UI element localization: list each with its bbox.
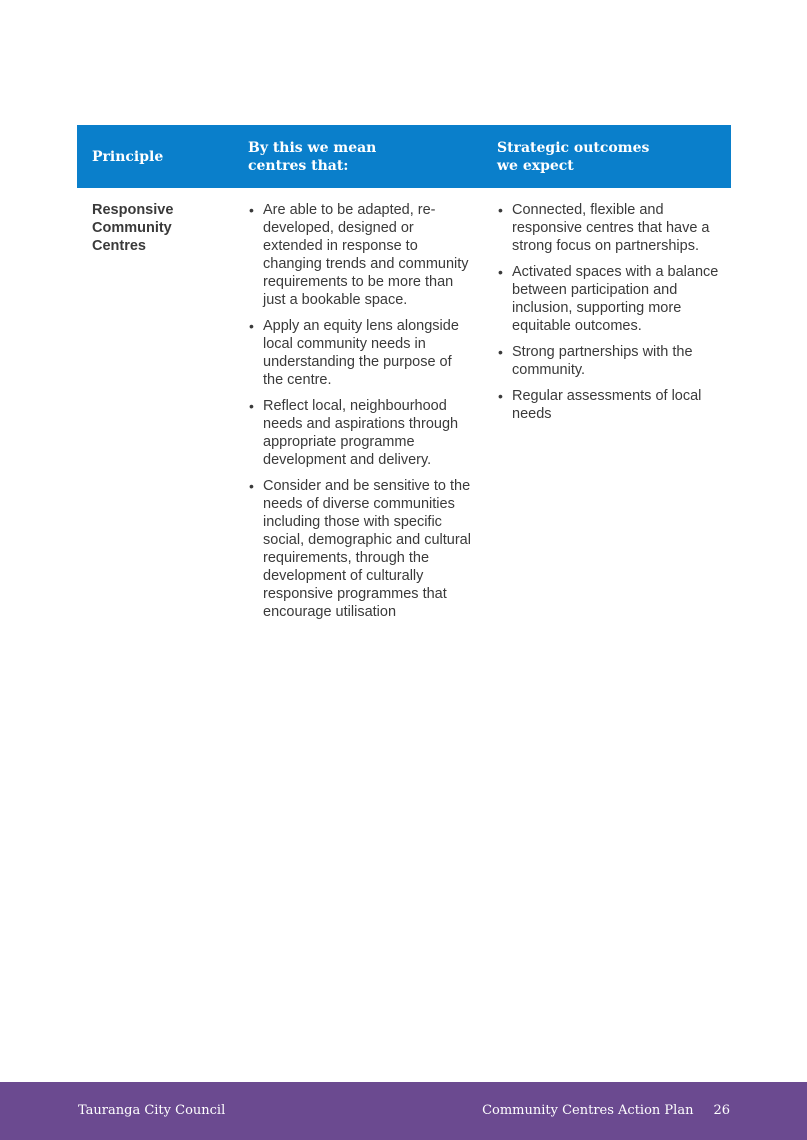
header-principle: Principle <box>92 148 164 165</box>
bullet-icon: • <box>249 318 254 334</box>
footer-right <box>482 1103 730 1118</box>
bullet-icon: • <box>498 388 503 404</box>
list-item: • Consider and be sensitive to the needs of diverse communities including those with specific social, demographic and cultural requirements, through the development of culturally responsive programmes that encourage utilisation <box>249 478 471 620</box>
list-item: • Connected, flexible and responsive centres that have a strong focus on partnerships. <box>498 202 710 254</box>
outcomes-list <box>497 201 727 431</box>
bullet-icon: • <box>249 478 254 494</box>
footer-org: Tauranga City Council <box>78 1103 226 1118</box>
principles-table <box>77 125 731 620</box>
list-item: • Regular assessments of local needs <box>498 388 702 422</box>
principle-cell: Responsive Community Centres <box>92 202 174 254</box>
list-item: • Reflect local, neighbourhood needs and aspirations through appropriate programme development and delivery. <box>249 398 459 468</box>
list-item: • Strong partnerships with the community. <box>498 344 693 378</box>
page-number: 26 <box>713 1103 730 1118</box>
bullet-icon: • <box>249 202 254 218</box>
bullet-icon: • <box>498 344 503 360</box>
meaning-list <box>248 201 473 629</box>
bullet-icon: • <box>498 264 503 280</box>
list-item: • Activated spaces with a balance between participation and inclusion, supporting more equitable outcomes. <box>498 264 719 334</box>
page-footer <box>0 1082 807 1140</box>
list-item: • Are able to be adapted, re-developed, designed or extended in response to changing trends and community requirements to be more than just a bookable space. <box>249 202 469 308</box>
bullet-icon: • <box>249 398 254 414</box>
footer-doc-title: Community Centres Action Plan <box>482 1103 694 1118</box>
list-item: • Apply an equity lens alongside local community needs in understanding the purpose of the centre. <box>249 318 459 388</box>
table-header <box>77 125 731 188</box>
bullet-icon: • <box>498 202 503 218</box>
header-meaning: By this we mean centres that: <box>248 139 377 174</box>
header-outcomes: Strategic outcomes we expect <box>497 139 650 174</box>
